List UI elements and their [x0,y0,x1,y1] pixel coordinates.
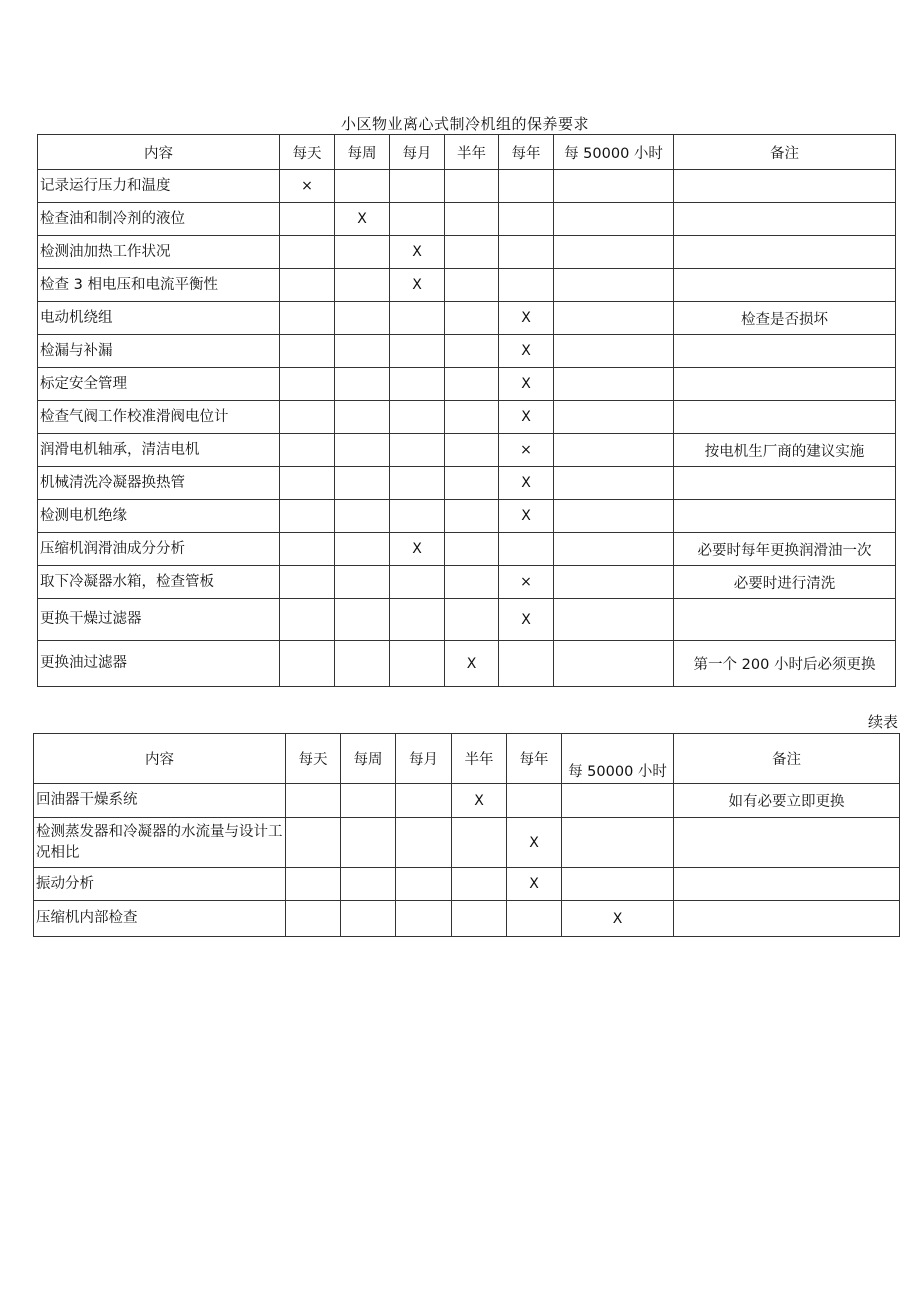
header-notes: 备注 [674,734,900,784]
mark-cell: X [499,368,554,401]
row-content: 电动机绕组 [38,302,280,335]
mark-cell [445,170,499,203]
mark-cell [445,434,499,467]
mark-cell [507,901,562,937]
mark-cell [280,401,335,434]
table-row [34,868,900,901]
mark-cell [280,533,335,566]
row-content: 标定安全管理 [38,368,280,401]
mark-cell [396,868,452,901]
row-note: 检查是否损坏 [674,302,896,335]
table-row [38,170,896,203]
mark-cell [499,170,554,203]
table-row [38,467,896,500]
mark-cell [335,170,390,203]
mark-cell [280,434,335,467]
row-note [674,170,896,203]
mark-cell [452,868,507,901]
mark-cell [280,641,335,687]
mark-cell [335,467,390,500]
mark-cell [280,269,335,302]
row-content: 检查气阀工作校准滑阀电位计 [38,401,280,434]
mark-cell [499,236,554,269]
mark-cell [499,533,554,566]
header-monthly: 每月 [390,135,445,170]
mark-cell [554,335,674,368]
mark-cell [335,302,390,335]
mark-cell [445,203,499,236]
table-row [38,335,896,368]
row-note [674,467,896,500]
table-row [38,641,896,687]
mark-cell [554,467,674,500]
header-weekly: 每周 [335,135,390,170]
mark-cell: X [390,236,445,269]
row-content: 检测油加热工作状况 [38,236,280,269]
mark-cell [554,236,674,269]
mark-cell [335,566,390,599]
mark-cell [390,170,445,203]
mark-cell [280,335,335,368]
mark-cell: X [499,335,554,368]
mark-cell [286,784,341,818]
mark-cell [499,269,554,302]
mark-cell [341,868,396,901]
mark-cell [562,868,674,901]
row-content: 检查 3 相电压和电流平衡性 [38,269,280,302]
row-note [674,203,896,236]
header-monthly: 每月 [396,734,452,784]
mark-cell: X [335,203,390,236]
mark-cell [554,533,674,566]
mark-cell [396,818,452,868]
table-row [34,784,900,818]
mark-cell [390,203,445,236]
mark-cell [341,901,396,937]
row-content: 记录运行压力和温度 [38,170,280,203]
header-notes: 备注 [674,135,896,170]
row-note: 必要时每年更换润滑油一次 [674,533,896,566]
mark-cell [445,368,499,401]
table-row [38,236,896,269]
mark-cell [390,335,445,368]
row-note: 第一个 200 小时后必须更换 [674,641,896,687]
mark-cell [390,599,445,641]
row-content: 压缩机内部检查 [34,901,286,937]
mark-cell [341,784,396,818]
mark-cell [286,901,341,937]
table-row [38,566,896,599]
mark-cell [280,500,335,533]
mark-cell [554,401,674,434]
mark-cell [554,368,674,401]
continued-label: 续表 [867,713,898,731]
mark-cell: X [507,868,562,901]
row-note [674,401,896,434]
mark-cell [280,203,335,236]
mark-cell [445,302,499,335]
mark-cell [554,170,674,203]
mark-cell [280,599,335,641]
mark-cell [280,467,335,500]
header-half-year: 半年 [452,734,507,784]
row-note [674,599,896,641]
table-row [38,401,896,434]
table-row [38,203,896,236]
mark-cell [562,784,674,818]
table-header-row [34,734,900,784]
mark-cell [280,566,335,599]
mark-cell [554,500,674,533]
maintenance-table [37,134,896,687]
mark-cell: X [499,401,554,434]
row-content: 更换油过滤器 [38,641,280,687]
mark-cell: X [390,533,445,566]
mark-cell [390,434,445,467]
table-row [38,368,896,401]
mark-cell [335,500,390,533]
row-note: 必要时进行清洗 [674,566,896,599]
header-daily: 每天 [280,135,335,170]
mark-cell [554,641,674,687]
table-row [38,269,896,302]
mark-cell: X [499,467,554,500]
mark-cell [335,269,390,302]
mark-cell: X [562,901,674,937]
row-note [674,269,896,302]
mark-cell [445,401,499,434]
header-daily: 每天 [286,734,341,784]
row-content: 检漏与补漏 [38,335,280,368]
table-row [34,818,900,868]
row-content: 压缩机润滑油成分分析 [38,533,280,566]
mark-cell [562,818,674,868]
mark-cell: X [445,641,499,687]
row-content: 机械清洗冷凝器换热管 [38,467,280,500]
row-content: 回油器干燥系统 [34,784,286,818]
header-50000-hours: 每 50000 小时 [562,734,674,784]
header-content: 内容 [34,734,286,784]
mark-cell: × [499,434,554,467]
mark-cell [499,203,554,236]
row-content: 更换干燥过滤器 [38,599,280,641]
row-note: 如有必要立即更换 [674,784,900,818]
header-half-year: 半年 [445,135,499,170]
page-title: 小区物业离心式制冷机组的保养要求 [340,115,589,133]
mark-cell [280,236,335,269]
mark-cell [390,500,445,533]
row-note [674,500,896,533]
row-content: 检测蒸发器和冷凝器的水流量与设计工况相比 [34,818,286,868]
mark-cell [554,566,674,599]
mark-cell: X [390,269,445,302]
row-note [674,236,896,269]
mark-cell [335,401,390,434]
header-content: 内容 [38,135,280,170]
header-yearly: 每年 [499,135,554,170]
row-content: 检测电机绝缘 [38,500,280,533]
row-note [674,368,896,401]
mark-cell: X [507,818,562,868]
mark-cell [390,566,445,599]
mark-cell [445,335,499,368]
table-row [38,434,896,467]
mark-cell: × [280,170,335,203]
mark-cell: X [499,500,554,533]
mark-cell [452,901,507,937]
mark-cell [445,236,499,269]
mark-cell [335,335,390,368]
mark-cell [445,533,499,566]
mark-cell [390,302,445,335]
mark-cell [499,641,554,687]
mark-cell [554,269,674,302]
mark-cell [335,599,390,641]
mark-cell [335,368,390,401]
mark-cell [280,368,335,401]
mark-cell [390,401,445,434]
row-content: 检查油和制冷剂的液位 [38,203,280,236]
mark-cell [335,533,390,566]
table-header-row [38,135,896,170]
mark-cell: X [499,302,554,335]
mark-cell [341,818,396,868]
mark-cell [554,203,674,236]
mark-cell [390,467,445,500]
table-row [38,302,896,335]
mark-cell [445,599,499,641]
mark-cell [286,818,341,868]
row-content: 取下冷凝器水箱，检查管板 [38,566,280,599]
row-note [674,901,900,937]
maintenance-table-continued [33,733,900,937]
mark-cell [280,302,335,335]
mark-cell: X [499,599,554,641]
table-row [34,901,900,937]
mark-cell [286,868,341,901]
mark-cell [390,641,445,687]
mark-cell [335,236,390,269]
mark-cell [396,784,452,818]
row-note [674,335,896,368]
row-note [674,868,900,901]
mark-cell [507,784,562,818]
mark-cell [445,566,499,599]
table-row [38,500,896,533]
mark-cell [445,269,499,302]
mark-cell: × [499,566,554,599]
mark-cell [335,434,390,467]
table-row [38,533,896,566]
table-row [38,599,896,641]
mark-cell [445,500,499,533]
mark-cell [445,467,499,500]
mark-cell [390,368,445,401]
header-50000-hours: 每 50000 小时 [554,135,674,170]
mark-cell [396,901,452,937]
row-note: 按电机生厂商的建议实施 [674,434,896,467]
header-weekly: 每周 [341,734,396,784]
mark-cell [554,599,674,641]
mark-cell [554,434,674,467]
row-content: 振动分析 [34,868,286,901]
row-content: 润滑电机轴承，清洁电机 [38,434,280,467]
header-yearly: 每年 [507,734,562,784]
mark-cell [335,641,390,687]
mark-cell [554,302,674,335]
mark-cell [452,818,507,868]
row-note [674,818,900,868]
mark-cell: X [452,784,507,818]
